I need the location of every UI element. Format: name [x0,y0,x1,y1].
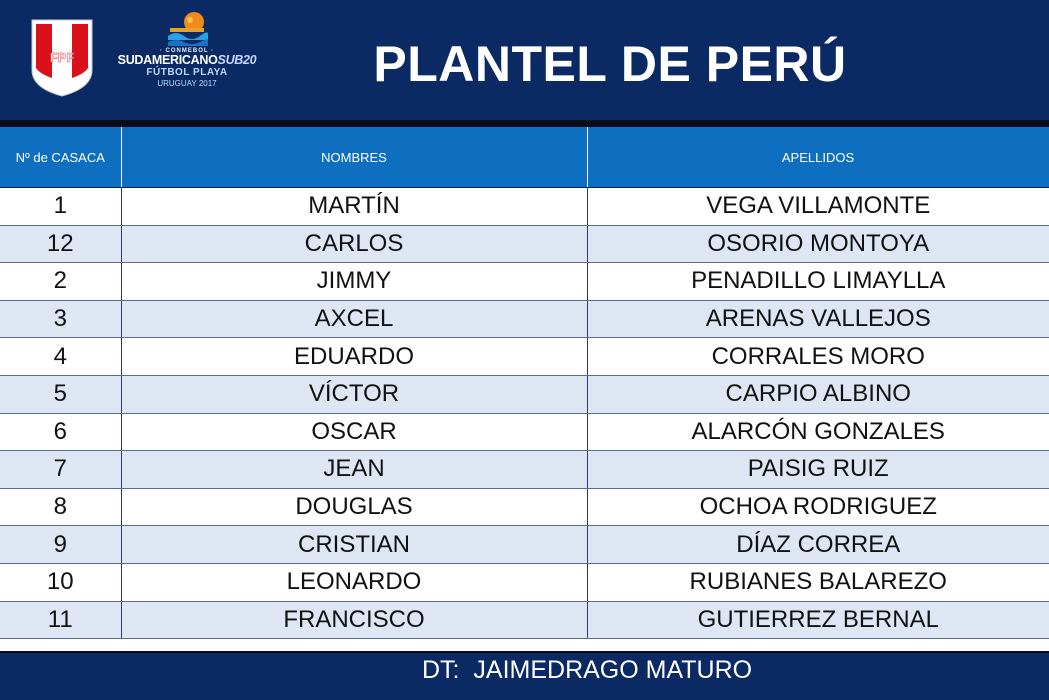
cell-number: 1 [0,188,121,226]
column-header-last-names: APELLIDOS [587,127,1049,188]
fpf-shield-logo [30,18,94,98]
table-row [0,300,1049,338]
roster-header-row [0,127,1049,188]
cell-first-name: CRISTIAN [121,526,587,564]
cell-last-name: ALARCÓN GONZALES [587,413,1049,451]
event-name [108,54,266,67]
cell-last-name: PAISIG RUIZ [587,451,1049,489]
sudamericano-beach-soccer-emblem [164,10,210,50]
cell-last-name: OSORIO MONTOYA [587,225,1049,263]
event-place: URUGUAY 2017 [157,79,217,88]
cell-number: 10 [0,563,121,601]
table-row [0,413,1049,451]
cell-number: 12 [0,225,121,263]
cell-last-name: OCHOA RODRIGUEZ [587,488,1049,526]
page-title: PLANTEL DE PERÚ [373,36,847,92]
cell-number: 4 [0,338,121,376]
column-header-number: Nº de CASACA [0,127,121,188]
cell-number: 2 [0,263,121,301]
cell-number: 7 [0,451,121,489]
event-logo [108,10,266,112]
table-row [0,263,1049,301]
table-row [0,601,1049,639]
cell-last-name: CORRALES MORO [587,338,1049,376]
event-org: · CONMEBOL · [159,48,215,54]
table-row [0,225,1049,263]
table-row [0,375,1049,413]
cell-first-name: JIMMY [121,263,587,301]
header-banner [0,0,1049,120]
cell-number: 3 [0,300,121,338]
cell-number: 11 [0,601,121,639]
cell-first-name: LEONARDO [121,563,587,601]
cell-first-name: CARLOS [121,225,587,263]
cell-first-name: OSCAR [121,413,587,451]
cell-last-name: VEGA VILLAMONTE [587,188,1049,226]
cell-first-name: VÍCTOR [121,375,587,413]
cell-last-name: PENADILLO LIMAYLLA [587,263,1049,301]
event-name-suffix: SUB20 [217,53,257,67]
cell-first-name: EDUARDO [121,338,587,376]
cell-number: 6 [0,413,121,451]
header-divider [0,120,1049,127]
table-row [0,563,1049,601]
roster-table [0,127,1049,639]
cell-first-name: AXCEL [121,300,587,338]
cell-last-name: CARPIO ALBINO [587,375,1049,413]
cell-number: 8 [0,488,121,526]
table-row [0,188,1049,226]
cell-first-name: MARTÍN [121,188,587,226]
cell-number: 5 [0,375,121,413]
coach-label: DT: JAIMEDRAGO MATURO [422,656,753,684]
column-header-first-names: NOMBRES [121,127,587,188]
fpf-logo-text: FPF [49,50,75,65]
cell-last-name: RUBIANES BALAREZO [587,563,1049,601]
cell-number: 9 [0,526,121,564]
event-name-main: SUDAMERICANO [117,53,218,67]
cell-first-name: JEAN [121,451,587,489]
cell-first-name: FRANCISCO [121,601,587,639]
cell-last-name: ARENAS VALLEJOS [587,300,1049,338]
event-sport: FÚTBOL PLAYA [146,67,228,78]
table-row [0,451,1049,489]
table-row [0,488,1049,526]
roster-body [0,188,1049,639]
cell-first-name: DOUGLAS [121,488,587,526]
table-row [0,338,1049,376]
cell-last-name: DÍAZ CORREA [587,526,1049,564]
cell-last-name: GUTIERREZ BERNAL [587,601,1049,639]
table-row [0,526,1049,564]
